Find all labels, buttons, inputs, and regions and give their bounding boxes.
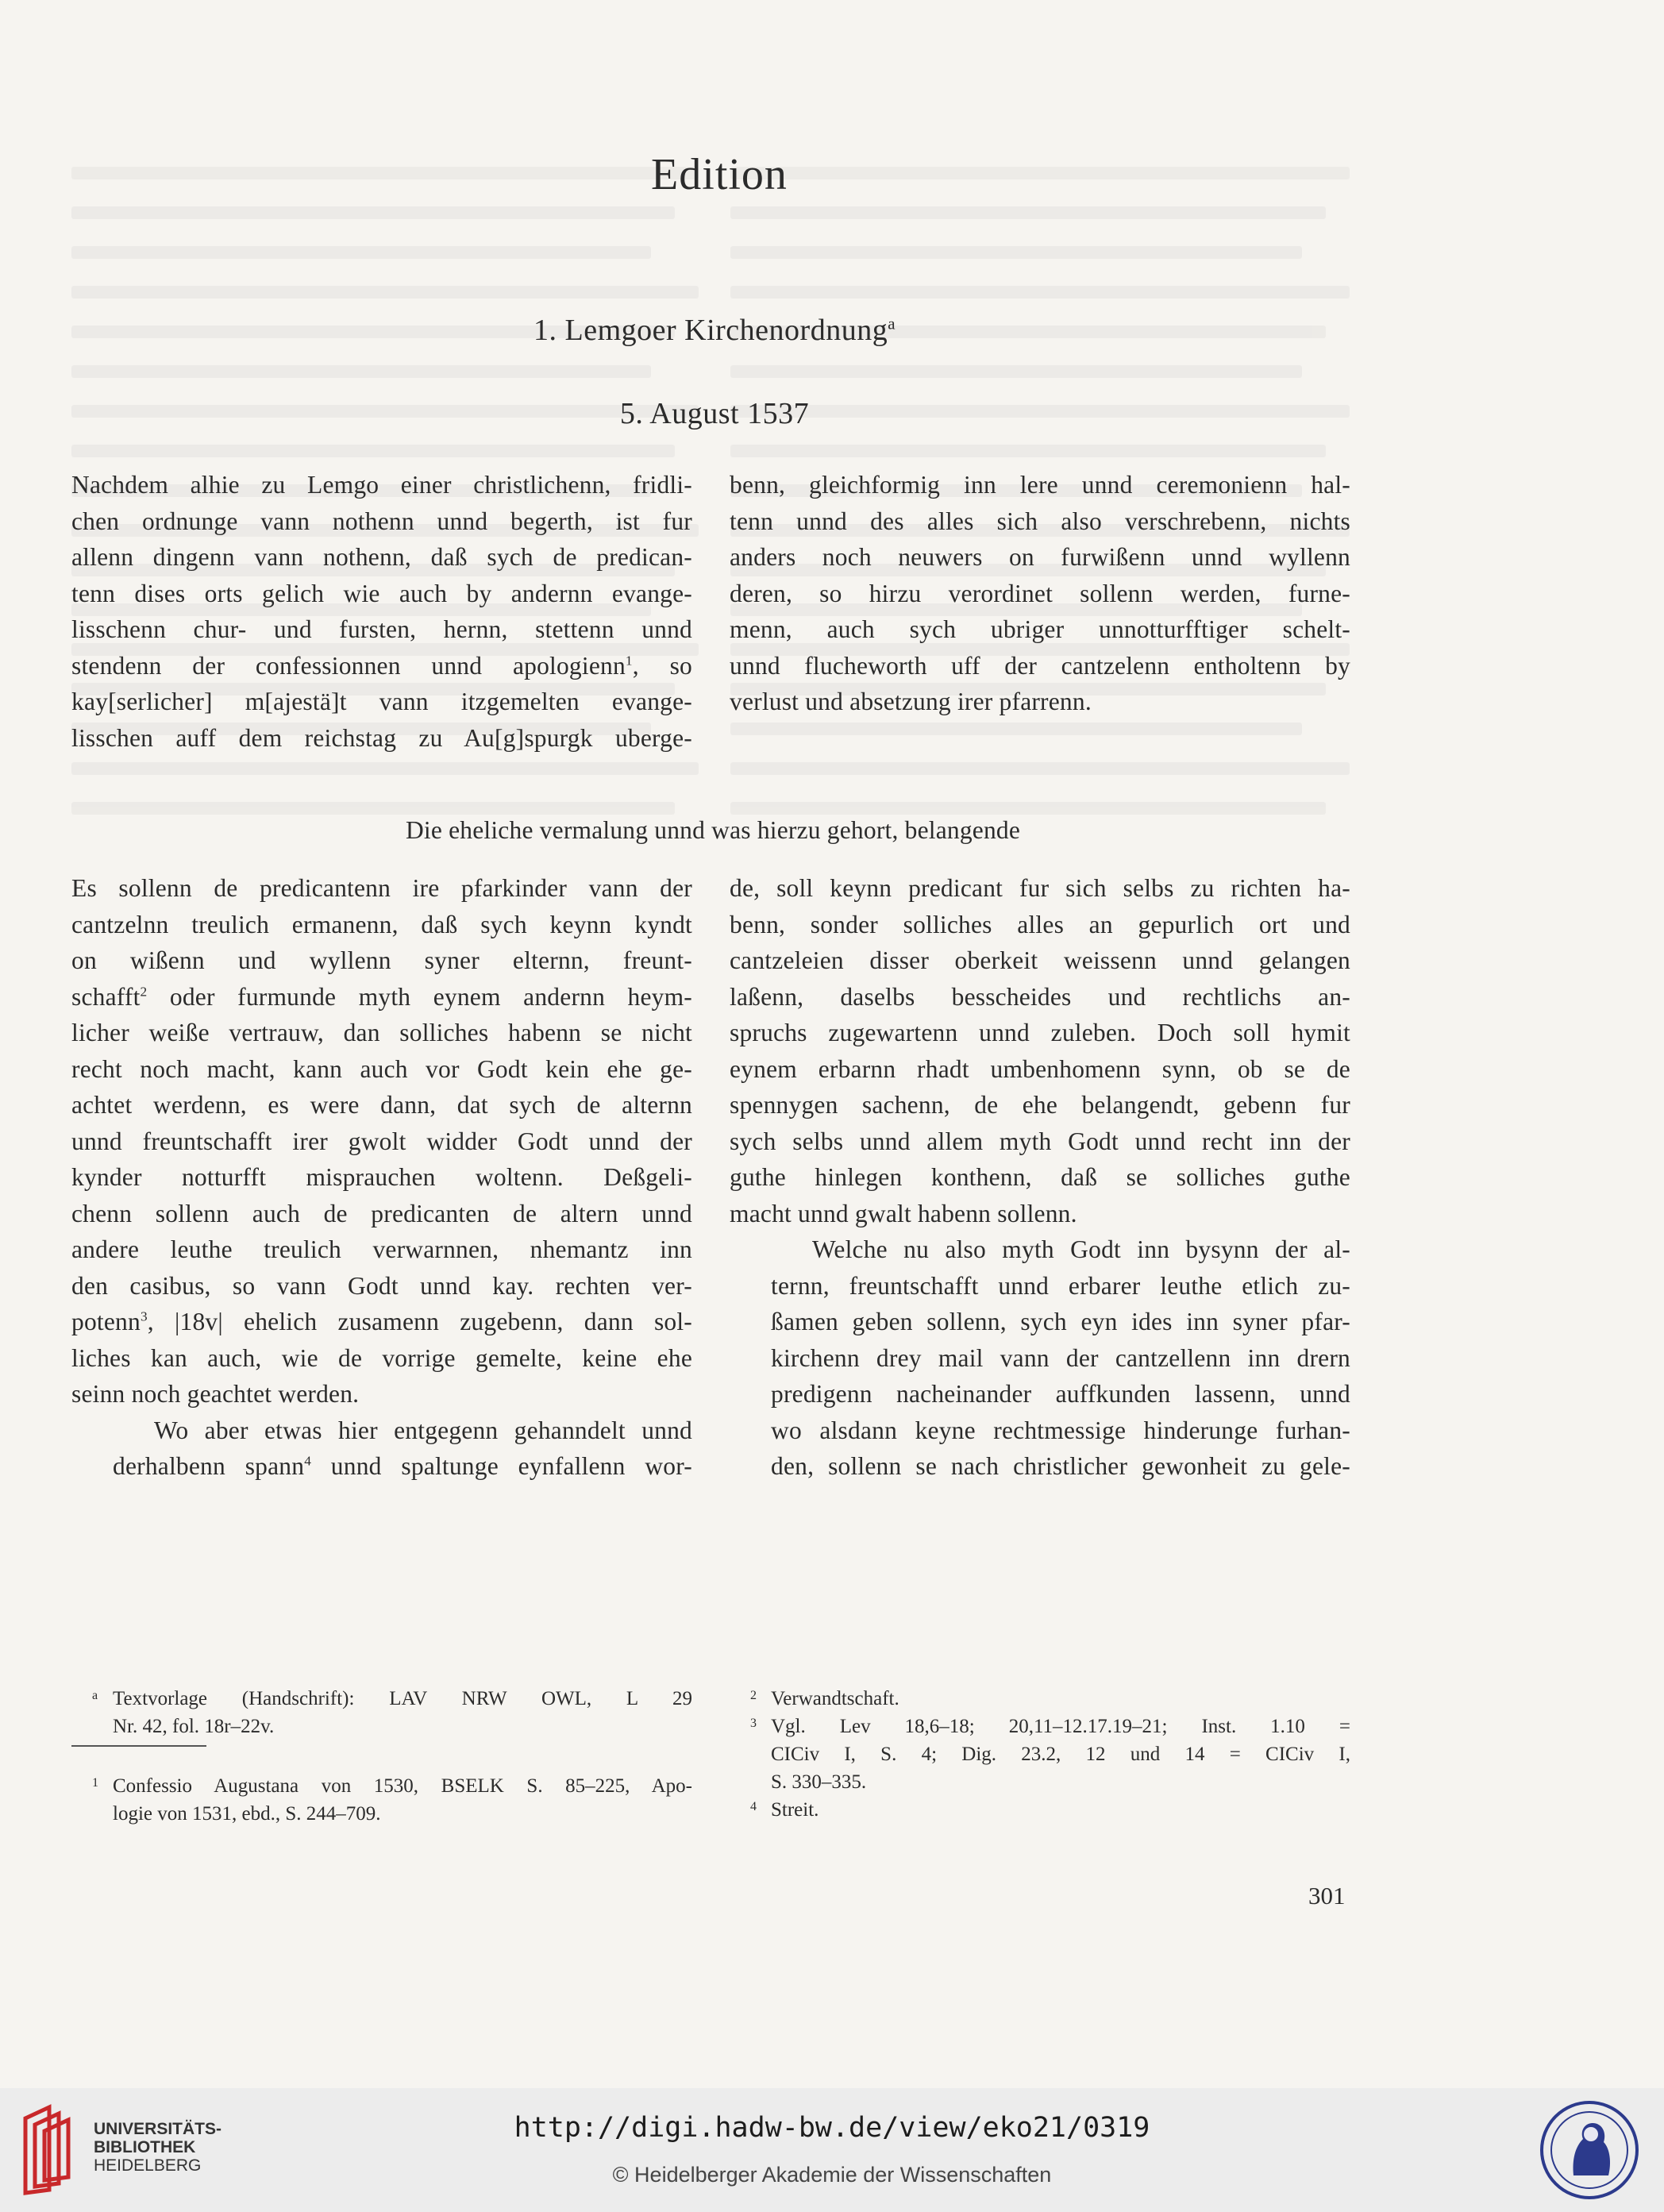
footnote-mark: a — [92, 1689, 98, 1702]
text-line — [71, 503, 692, 540]
bleed-through-line — [730, 286, 1350, 299]
line-text: achtet werdenn, es were dann, dat sych de alternn — [71, 1091, 692, 1119]
footnote-line: Textvorlage (Handschrift): LAV NRW OWL, L 29 — [113, 1688, 692, 1709]
line-text: schafft — [71, 982, 141, 1011]
text-line — [71, 1268, 692, 1304]
logo-line-2: BIBLIOTHEK — [94, 2138, 196, 2156]
footnote-line: Nr. 42, fol. 18r–22v. — [113, 1716, 275, 1737]
text-line — [71, 539, 692, 576]
text-line — [730, 611, 1350, 648]
text-line — [71, 1087, 692, 1123]
footnote — [730, 1713, 1350, 1796]
text-line — [71, 1051, 692, 1088]
intro-left-column — [71, 467, 692, 756]
line-text: macht unnd gwalt habenn sollenn. — [730, 1199, 1077, 1227]
footnote — [71, 1772, 692, 1828]
footnote-line: Streit. — [771, 1799, 819, 1821]
footnotes-right — [730, 1685, 1350, 1824]
line-text: Welche nu also myth Godt inn bysynn der al- — [812, 1235, 1350, 1263]
text-line — [730, 503, 1350, 540]
text-line — [71, 870, 692, 907]
paragraph — [730, 870, 1350, 1231]
text-line — [71, 1448, 692, 1485]
footnote-line: S. 330–335. — [771, 1771, 867, 1793]
text-line — [730, 684, 1350, 720]
text-line — [71, 684, 692, 720]
line-text: potenn — [71, 1308, 141, 1335]
line-text: den casibus, so vann Godt unnd kay. rechten ver- — [71, 1271, 692, 1300]
text-line — [730, 1015, 1350, 1051]
footnote-line: logie von 1531, ebd., S. 244–709. — [113, 1803, 381, 1825]
text-line — [730, 942, 1350, 979]
paragraph — [71, 467, 692, 756]
footnote — [730, 1685, 1350, 1713]
text-line — [730, 870, 1350, 907]
line-text: den, sollenn se nach christlicher gewonheit zu gele- — [771, 1452, 1350, 1480]
logo-line-1: UNIVERSITÄTS- — [94, 2120, 222, 2138]
line-text: chen ordnunge vann nothenn unnd begerth, ist fur — [71, 507, 692, 535]
bleed-through-line — [71, 802, 675, 815]
footnote — [71, 1685, 692, 1740]
text-line — [71, 1196, 692, 1232]
footnote-mark: 1 — [92, 1776, 98, 1790]
text-line — [730, 1268, 1350, 1304]
line-text: tenn dises orts gelich wie auch by andernn evange- — [71, 579, 692, 607]
text-line — [71, 1123, 692, 1160]
text-line — [71, 1376, 692, 1412]
text-line — [730, 1448, 1350, 1485]
line-text: chenn sollenn auch de predicanten de altern unnd — [71, 1199, 692, 1227]
line-text: guthe hinlegen konthenn, daß se solliches guthe — [730, 1163, 1350, 1191]
line-text: cantzelnn treulich ermanenn, daß sych keynn kyndt — [71, 910, 692, 938]
text-line — [730, 1051, 1350, 1088]
section-left-column — [71, 870, 692, 1485]
line-text: Nachdem alhie zu Lemgo einer christlichenn, fridli- — [71, 471, 692, 499]
line-text: lisschenn chur- und fursten, hernn, stettenn unnd — [71, 615, 692, 643]
bleed-through-line — [730, 206, 1326, 219]
line-text: ßamen geben sollenn, sych eyn ides inn syner pfar- — [771, 1308, 1350, 1335]
viewer-footer — [0, 2088, 1664, 2212]
line-text: seinn noch geachtet werden. — [71, 1380, 360, 1408]
text-line — [71, 907, 692, 943]
paragraph — [71, 1412, 692, 1485]
bleed-through-line — [730, 802, 1326, 815]
text-line — [730, 907, 1350, 943]
title-text: 1. Lemgoer Kirchenordnung — [533, 314, 888, 347]
text-line — [71, 1340, 692, 1377]
line-text: sych selbs unnd allem myth Godt unnd recht inn der — [730, 1127, 1350, 1155]
footnote-divider — [71, 1745, 206, 1747]
section-label-edition: Edition — [651, 150, 788, 199]
intro-right-column — [730, 467, 1350, 720]
text-line — [730, 648, 1350, 684]
line-text: on wißenn und wyllenn syner elternn, freunt- — [71, 946, 692, 974]
line-text: benn, sonder solliches alles an gepurlich ort und — [730, 910, 1350, 938]
line-text: anders noch neuwers on furwißenn unnd wyllenn — [730, 543, 1350, 571]
text-line — [71, 979, 692, 1015]
footnote-line: Verwandtschaft. — [771, 1688, 899, 1709]
line-text: deren, so hirzu verordinet sollenn werden, furne- — [730, 579, 1350, 607]
line-text: laßenn, daselbs besscheides und rechtlichs an- — [730, 982, 1350, 1011]
text-line — [730, 576, 1350, 612]
text-line — [71, 1015, 692, 1051]
footnote-line: Vgl. Lev 18,6–18; 20,11–12.17.19–21; Inst. 1.10 = — [771, 1716, 1350, 1737]
section-heading: Die eheliche vermalung unnd was hierzu gehort, belangende — [405, 816, 1021, 844]
line-text: wo alsdann keyne rechtmessige hinderunge furhan- — [771, 1416, 1350, 1444]
line-text: eynem erbarnn rhadt umbenhomenn synn, ob se de — [730, 1054, 1350, 1083]
line-text: unnd flucheworth uff der cantzelenn entholtenn by — [730, 651, 1350, 680]
text-line — [730, 1087, 1350, 1123]
text-line — [730, 1123, 1350, 1160]
text-line — [71, 1231, 692, 1268]
text-line — [730, 1376, 1350, 1412]
line-text: predigenn nacheinander auffkunden lassenn, unnd — [771, 1380, 1350, 1408]
footnote-mark: 3 — [750, 1717, 757, 1730]
bleed-through-line — [71, 445, 675, 457]
line-text: derhalbenn spann — [113, 1452, 305, 1480]
line-text: allenn dingenn vann nothenn, daß sych de predican- — [71, 543, 692, 571]
line-text: kynder notturfft misprauchen woltenn. Deßgeli- — [71, 1163, 692, 1191]
footnote-line: Confessio Augustana von 1530, BSELK S. 85–225, Apo- — [113, 1775, 692, 1797]
text-line — [71, 1412, 692, 1449]
line-text: , so — [632, 651, 693, 680]
bleed-through-line — [71, 286, 699, 299]
footnote-ref: 2 — [140, 984, 148, 999]
footnote-ref: 4 — [304, 1453, 312, 1469]
line-text: spennygen sachenn, de ehe belangendt, gebenn fur — [730, 1091, 1350, 1119]
text-line — [730, 1231, 1350, 1268]
bleed-through-line — [730, 723, 1302, 735]
line-text: Wo aber etwas hier entgegenn gehanndelt unnd — [154, 1416, 692, 1444]
line-text: oder furmunde myth eynem andernn heym- — [147, 982, 692, 1011]
text-line — [71, 942, 692, 979]
footnote-mark: 4 — [750, 1800, 757, 1813]
line-text: kirchenn drey mail vann der cantzellenn inn drern — [771, 1343, 1350, 1372]
text-line — [730, 1196, 1350, 1232]
text-line — [71, 1159, 692, 1196]
permalink-url[interactable]: http://digi.hadw-bw.de/view/eko21/0319 — [514, 2112, 1150, 2144]
document-date: 5. August 1537 — [619, 397, 810, 430]
text-line — [71, 648, 692, 684]
line-text: , |18v| ehelich zusamenn zugebenn, dann sol- — [147, 1308, 692, 1335]
line-text: liches kan auch, wie de vorrige gemelte, keine ehe — [71, 1343, 692, 1372]
line-text: benn, gleichformig inn lere unnd ceremonienn hal- — [730, 471, 1350, 499]
line-text: recht noch macht, kann auch vor Godt kein ehe ge- — [71, 1054, 692, 1083]
text-line — [730, 539, 1350, 576]
text-line — [730, 467, 1350, 503]
academy-seal-icon — [1539, 2099, 1640, 2201]
line-text: lisschen auff dem reichstag zu Au[g]spurgk uberge- — [71, 723, 692, 752]
line-text: menn, auch sych ubriger unnotturfftiger schelt- — [730, 615, 1350, 643]
bleed-through-line — [71, 206, 675, 219]
footnote-ref: 1 — [625, 653, 633, 668]
logo-line-3: HEIDELBERG — [94, 2156, 202, 2175]
line-text: stendenn der confessionnen unnd apologienn — [71, 651, 626, 680]
bleed-through-line — [730, 365, 1302, 378]
line-text: unnd spaltunge eynfallenn wor- — [311, 1452, 692, 1480]
bleed-through-line — [71, 365, 651, 378]
document-title — [0, 313, 1429, 348]
text-line — [71, 611, 692, 648]
text-line — [730, 1340, 1350, 1377]
bleed-through-line — [730, 445, 1326, 457]
text-line — [730, 979, 1350, 1015]
text-line — [71, 467, 692, 503]
page-number: 301 — [1308, 1882, 1346, 1909]
text-line — [71, 576, 692, 612]
copyright-notice: © Heidelberger Akademie der Wissenschaften — [612, 2163, 1052, 2187]
line-text: cantzeleien disser oberkeit weissenn unnd gelangen — [730, 946, 1350, 974]
footnote-ref: 3 — [140, 1308, 148, 1324]
text-line — [730, 1159, 1350, 1196]
line-text: tenn unnd des alles sich also verschrebenn, nichts — [730, 507, 1350, 535]
bleed-through-line — [730, 246, 1302, 259]
section-right-column — [730, 870, 1350, 1485]
title-note-mark: a — [888, 314, 896, 333]
footnote-line: CICiv I, S. 4; Dig. 23.2, 12 und 14 = CICiv I, — [771, 1744, 1350, 1765]
line-text: unnd freuntschafft irer gwolt widder Godt unnd der — [71, 1127, 692, 1155]
line-text: kay[serlicher] m[ajestä]t vann itzgemelten evange- — [71, 688, 692, 715]
line-text: spruchs zugewartenn unnd zuleben. Doch soll hymit — [730, 1019, 1350, 1046]
text-line — [71, 720, 692, 757]
text-line — [730, 1304, 1350, 1340]
paragraph — [71, 870, 692, 1412]
footnotes-left — [71, 1685, 692, 1828]
line-text: andere leuthe treulich verwarnnen, nhemantz inn — [71, 1235, 692, 1263]
text-line — [730, 1412, 1350, 1449]
line-text: Es sollenn de predicantenn ire pfarkinder vann der — [71, 874, 692, 902]
footnote — [730, 1796, 1350, 1824]
line-text: licher weiße vertrauw, dan solliches habenn se nicht — [71, 1019, 692, 1046]
line-text: verlust und absetzung irer pfarrenn. — [730, 688, 1092, 715]
bleed-through-line — [71, 762, 699, 775]
paragraph — [730, 467, 1350, 720]
text-line — [71, 1304, 692, 1340]
line-text: de, soll keynn predicant fur sich selbs zu richten ha- — [730, 874, 1350, 902]
paragraph — [730, 1231, 1350, 1485]
bleed-through-line — [71, 246, 651, 259]
bleed-through-line — [730, 762, 1350, 775]
line-text: ternn, freuntschafft unnd erbarer leuthe etlich zu- — [771, 1271, 1350, 1300]
footnote-mark: 2 — [750, 1689, 757, 1702]
